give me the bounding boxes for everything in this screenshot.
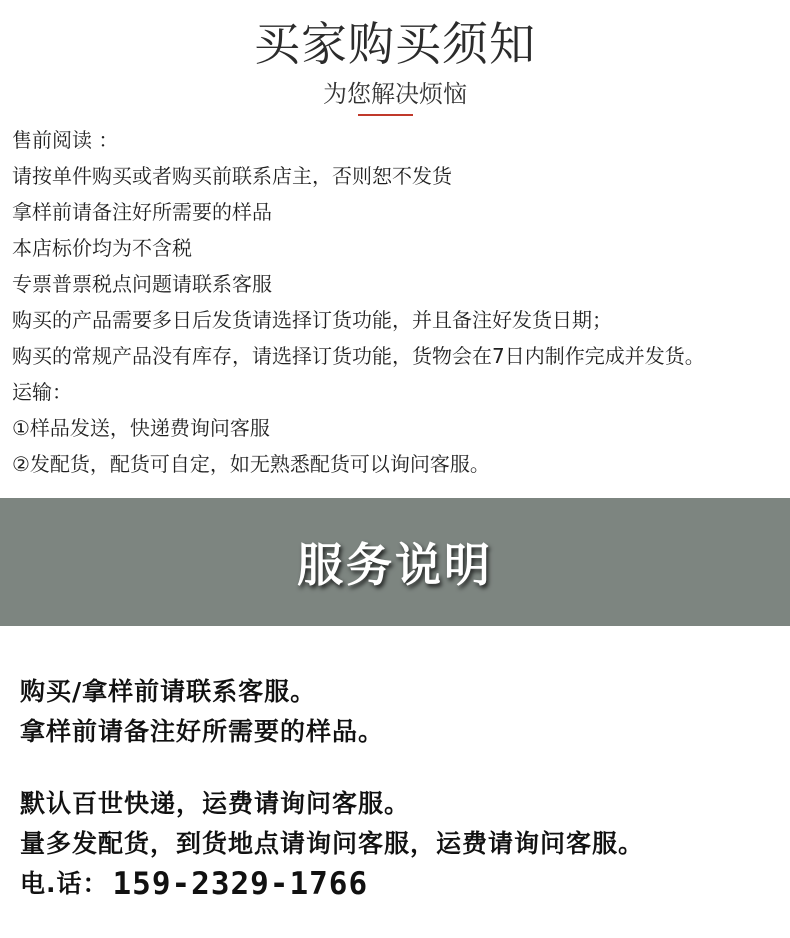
title-underline — [358, 114, 413, 116]
page-title: 买家购买须知 — [254, 17, 536, 71]
service-line: 购买/拿样前请联系客服。 — [20, 677, 317, 706]
notice-line: ①样品发送，快递费询问客服 — [12, 416, 270, 440]
notice-line: 请按单件购买或者购买前联系店主，否则恕不发货 — [12, 164, 452, 188]
service-banner-title: 服务说明 — [297, 538, 493, 592]
notice-line: 本店标价均为不含税 — [12, 236, 192, 260]
service-info — [20, 672, 785, 904]
pre-sale-notice — [12, 122, 788, 482]
service-line: 默认百世快递，运费请询问客服。 — [20, 789, 411, 818]
notice-line: ②发配货，配货可自定，如无熟悉配货可以询问客服。 — [12, 452, 490, 476]
phone-row — [20, 864, 785, 904]
service-banner — [0, 498, 790, 626]
notice-line: 购买的常规产品没有库存，请选择订货功能，货物会在7日内制作完成并发货。 — [12, 344, 705, 368]
notice-line: 拿样前请备注好所需要的样品 — [12, 200, 272, 224]
notice-line: 专票普票税点问题请联系客服 — [12, 272, 272, 296]
page-subtitle: 为您解决烦恼 — [323, 80, 467, 108]
notice-line: 购买的产品需要多日后发货请选择订货功能，并且备注好发货日期； — [12, 308, 612, 332]
shipping-heading: 运输： — [12, 380, 72, 404]
phone-number: 159-2329-1766 — [112, 866, 369, 902]
service-line: 量多发配货，到货地点请询问客服，运费请询问客服。 — [20, 829, 645, 858]
phone-label: 电.话： — [20, 869, 109, 898]
notice-heading: 售前阅读 ： — [12, 128, 119, 152]
service-line: 拿样前请备注好所需要的样品。 — [20, 717, 385, 746]
